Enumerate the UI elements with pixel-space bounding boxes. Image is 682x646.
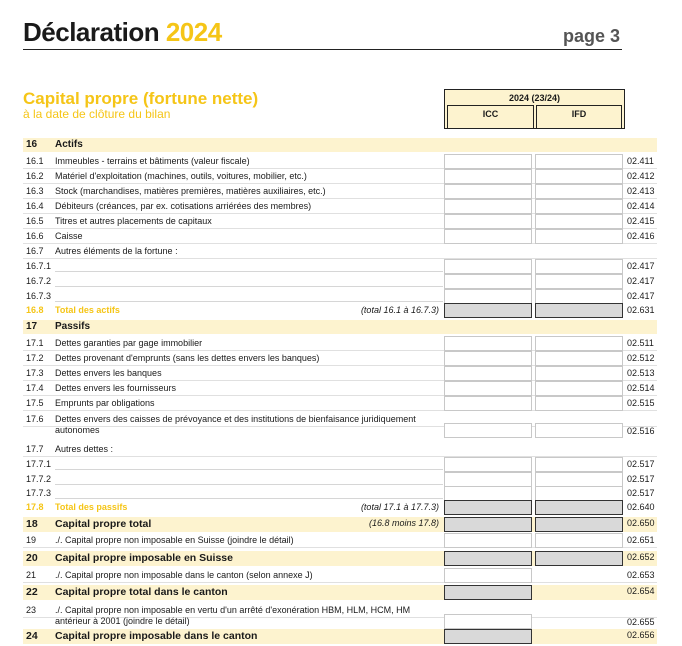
form-row-17-1: [23, 336, 657, 351]
row-code: 02.417: [627, 276, 655, 286]
form-row-17-5: [23, 396, 657, 411]
blank-entry-line[interactable]: [55, 274, 443, 287]
row-number: 17.5: [26, 398, 44, 408]
icc-amount-field[interactable]: [444, 169, 532, 184]
form-row-16-7-3: [23, 289, 657, 304]
row-number: 16.6: [26, 231, 44, 241]
row-number: 21: [26, 570, 37, 580]
row-label: Autres éléments de la fortune :: [55, 246, 178, 256]
icc-amount-field[interactable]: [444, 568, 532, 583]
ifd-amount-field[interactable]: [535, 381, 623, 396]
form-row-16-1: [23, 154, 657, 169]
row-code: 02.511: [627, 338, 654, 348]
row-total-formula: (16.8 moins 17.8): [368, 518, 439, 528]
ifd-amount-field: [535, 517, 623, 532]
row-label-continuation: antérieur à 2001 (joindre le détail): [55, 616, 190, 626]
icc-column-header: ICC: [447, 105, 534, 128]
ifd-amount-field: [535, 500, 623, 515]
row-number: 23: [26, 605, 37, 615]
ifd-amount-field[interactable]: [535, 472, 623, 487]
row-label: Dettes envers les fournisseurs: [55, 383, 177, 393]
year-column-header: [444, 89, 625, 129]
ifd-amount-field: [535, 551, 623, 566]
form-row-16-7-1: [23, 259, 657, 274]
form-row-24: [23, 629, 657, 644]
form-row-17-7: [23, 442, 657, 457]
ifd-amount-field[interactable]: [535, 199, 623, 214]
form-row-16-7-2: [23, 274, 657, 289]
row-code: 02.652: [627, 552, 655, 562]
row-code: 02.656: [627, 630, 655, 640]
icc-amount-field[interactable]: [444, 214, 532, 229]
form-row-17-2: [23, 351, 657, 366]
row-label: ./. Capital propre non imposable en Suisse (joindre le détail): [55, 535, 294, 545]
icc-amount-field[interactable]: [444, 289, 532, 304]
ifd-amount-field[interactable]: [535, 274, 623, 289]
ifd-amount-field[interactable]: [535, 259, 623, 274]
row-code: 02.414: [627, 201, 655, 211]
form-row-17-7-1: [23, 457, 657, 472]
icc-amount-field: [444, 303, 532, 318]
row-label: Autres dettes :: [55, 444, 114, 454]
row-code: 02.517: [627, 488, 655, 498]
form-row-17-6: [23, 412, 657, 436]
blank-entry-line[interactable]: [55, 289, 443, 302]
row-code: 02.517: [627, 459, 655, 469]
icc-amount-field[interactable]: [444, 396, 532, 411]
icc-amount-field[interactable]: [444, 366, 532, 381]
icc-amount-field: [444, 500, 532, 515]
row-number: 22: [26, 586, 38, 598]
icc-amount-field: [444, 585, 532, 600]
row-number: 16.7.3: [26, 291, 52, 301]
row-label: Capital propre total dans le canton: [55, 586, 228, 598]
row-label: Caisse: [55, 231, 83, 241]
ifd-amount-field[interactable]: [535, 423, 623, 438]
row-label: Capital propre imposable en Suisse: [55, 552, 233, 564]
blank-entry-line[interactable]: [55, 259, 443, 272]
form-row-16: [23, 138, 657, 152]
row-number: 17.7.2: [26, 474, 52, 484]
row-label: Passifs: [55, 321, 91, 332]
ifd-amount-field[interactable]: [535, 184, 623, 199]
row-label: Capital propre total: [55, 518, 152, 530]
row-code: 02.412: [627, 171, 655, 181]
icc-amount-field[interactable]: [444, 381, 532, 396]
page-header: [23, 14, 622, 50]
section-title: Capital propre (fortune nette): [23, 89, 259, 108]
row-number: 17.4: [26, 383, 44, 393]
row-label: Matériel d'exploitation (machines, outils, voitures, mobilier, etc.): [55, 171, 307, 181]
icc-amount-field: [444, 551, 532, 566]
form-row-16-3: [23, 184, 657, 199]
row-code: 02.416: [627, 231, 655, 241]
row-total-formula: (total 16.1 à 16.7.3): [360, 305, 439, 315]
ifd-amount-field[interactable]: [535, 214, 623, 229]
ifd-amount-field[interactable]: [535, 169, 623, 184]
row-number: 17.8: [26, 502, 44, 512]
ifd-amount-field[interactable]: [535, 396, 623, 411]
icc-amount-field[interactable]: [444, 423, 532, 438]
row-number: 17.1: [26, 338, 44, 348]
fiscal-year-label: 2024 (23/24): [508, 93, 561, 103]
row-number: 17.3: [26, 368, 44, 378]
form-row-16-7: [23, 244, 657, 259]
icc-amount-field[interactable]: [444, 229, 532, 244]
row-number: 16.2: [26, 171, 44, 181]
section-subtitle: à la date de clôture du bilan: [23, 107, 171, 121]
row-number: 16.1: [26, 156, 44, 166]
row-code: 02.515: [627, 398, 655, 408]
row-number: 19: [26, 535, 37, 545]
row-code: 02.640: [627, 502, 655, 512]
document-title: [23, 17, 222, 48]
row-number: 16.7.1: [26, 261, 52, 271]
row-number: 20: [26, 552, 38, 564]
form-row-16-5: [23, 214, 657, 229]
icc-amount-field[interactable]: [444, 336, 532, 351]
row-label: Emprunts par obligations: [55, 398, 155, 408]
row-label: Dettes envers des caisses de prévoyance et des institutions de bienfaisance juridiquement: [55, 414, 416, 424]
row-label: Capital propre imposable dans le canton: [55, 630, 258, 642]
icc-amount-field[interactable]: [444, 486, 532, 501]
icc-amount-field[interactable]: [444, 472, 532, 487]
row-label: ./. Capital propre non imposable en vertu d'un arrêté d'exonération HBM, HLM, HCM, HM: [55, 605, 411, 615]
blank-entry-line[interactable]: [55, 457, 443, 470]
ifd-amount-field[interactable]: [535, 351, 623, 366]
row-number: 16: [26, 139, 38, 150]
row-number: 16.8: [26, 305, 44, 315]
row-code: 02.653: [627, 570, 655, 580]
row-label: Débiteurs (créances, par ex. cotisations arriérées des membres): [55, 201, 312, 211]
form-row-23: [23, 603, 657, 627]
form-row-17: [23, 320, 657, 334]
form-row-17-4: [23, 381, 657, 396]
icc-amount-field[interactable]: [444, 184, 532, 199]
row-code: 02.417: [627, 291, 655, 301]
row-code: 02.413: [627, 186, 655, 196]
blank-entry-line[interactable]: [55, 486, 443, 499]
row-code: 02.411: [627, 156, 654, 166]
title-year: 2024: [165, 17, 222, 47]
icc-amount-field[interactable]: [444, 351, 532, 366]
row-number: 17.7.3: [26, 488, 52, 498]
ifd-amount-field[interactable]: [535, 533, 623, 548]
form-row-22: [23, 585, 657, 600]
row-number: 17: [26, 321, 38, 332]
row-code: 02.654: [627, 586, 655, 596]
row-number: 18: [26, 518, 38, 530]
form-row-16-4: [23, 199, 657, 214]
form-row-16-2: [23, 169, 657, 184]
row-number: 17.2: [26, 353, 44, 363]
form-row-16-6: [23, 229, 657, 244]
row-label: Immeubles - terrains et bâtiments (valeur fiscale): [55, 156, 250, 166]
icc-amount-field: [444, 517, 532, 532]
row-number: 16.7.2: [26, 276, 52, 286]
ifd-amount-field[interactable]: [535, 154, 623, 169]
icc-amount-field: [444, 629, 532, 644]
ifd-amount-field[interactable]: [535, 336, 623, 351]
ifd-amount-field[interactable]: [535, 289, 623, 304]
row-code: 02.650: [627, 518, 655, 528]
title-text: Déclaration: [23, 17, 160, 47]
ifd-amount-field[interactable]: [535, 229, 623, 244]
row-code: 02.651: [627, 535, 655, 545]
icc-amount-field[interactable]: [444, 614, 532, 629]
icc-amount-field[interactable]: [444, 154, 532, 169]
row-number: 16.5: [26, 216, 44, 226]
row-label: Total des actifs: [55, 305, 120, 315]
icc-amount-field[interactable]: [444, 533, 532, 548]
row-label: Dettes envers les banques: [55, 368, 162, 378]
row-number: 16.3: [26, 186, 44, 196]
ifd-amount-field[interactable]: [535, 486, 623, 501]
row-number: 17.7.1: [26, 459, 52, 469]
form-row-16-8: [23, 303, 657, 318]
row-code: 02.517: [627, 474, 655, 484]
row-number: 16.7: [26, 246, 44, 256]
row-code: 02.512: [627, 353, 655, 363]
row-total-formula: (total 17.1 à 17.7.3): [360, 502, 439, 512]
ifd-amount-field: [535, 303, 623, 318]
ifd-amount-field[interactable]: [535, 366, 623, 381]
row-label: Total des passifs: [55, 502, 128, 512]
icc-amount-field[interactable]: [444, 199, 532, 214]
form-row-20: [23, 551, 657, 566]
row-code: 02.513: [627, 368, 655, 378]
row-label: ./. Capital propre non imposable dans le canton (selon annexe J): [55, 570, 313, 580]
row-number: 24: [26, 630, 38, 642]
row-code: 02.415: [627, 216, 655, 226]
row-label: Actifs: [55, 139, 83, 150]
ifd-amount-field[interactable]: [535, 457, 623, 472]
icc-amount-field[interactable]: [444, 259, 532, 274]
icc-amount-field[interactable]: [444, 274, 532, 289]
row-code: 02.631: [627, 305, 655, 315]
row-code: 02.417: [627, 261, 655, 271]
form-row-21: [23, 568, 657, 583]
row-code: 02.516: [627, 426, 655, 436]
row-label: Dettes provenant d'emprunts (sans les dettes envers les banques): [55, 353, 320, 363]
form-row-17-3: [23, 366, 657, 381]
form-row-19: [23, 533, 657, 548]
form-row-17-7-2: [23, 472, 657, 487]
row-code: 02.655: [627, 617, 655, 627]
form-row-17-7-3: [23, 486, 657, 501]
row-number: 16.4: [26, 201, 44, 211]
blank-entry-line[interactable]: [55, 472, 443, 485]
row-label: Titres et autres placements de capitaux: [55, 216, 212, 226]
row-code: 02.514: [627, 383, 655, 393]
row-label: Stock (marchandises, matières premières, matières auxiliaires, etc.): [55, 186, 326, 196]
row-label: Dettes garanties par gage immobilier: [55, 338, 203, 348]
icc-amount-field[interactable]: [444, 457, 532, 472]
form-row-17-8: [23, 500, 657, 515]
page-number: page 3: [562, 26, 620, 46]
form-row-18: [23, 517, 657, 532]
ifd-column-header: IFD: [536, 105, 622, 128]
row-number: 17.6: [26, 414, 44, 424]
row-label-continuation: autonomes: [55, 425, 100, 435]
row-number: 17.7: [26, 444, 44, 454]
